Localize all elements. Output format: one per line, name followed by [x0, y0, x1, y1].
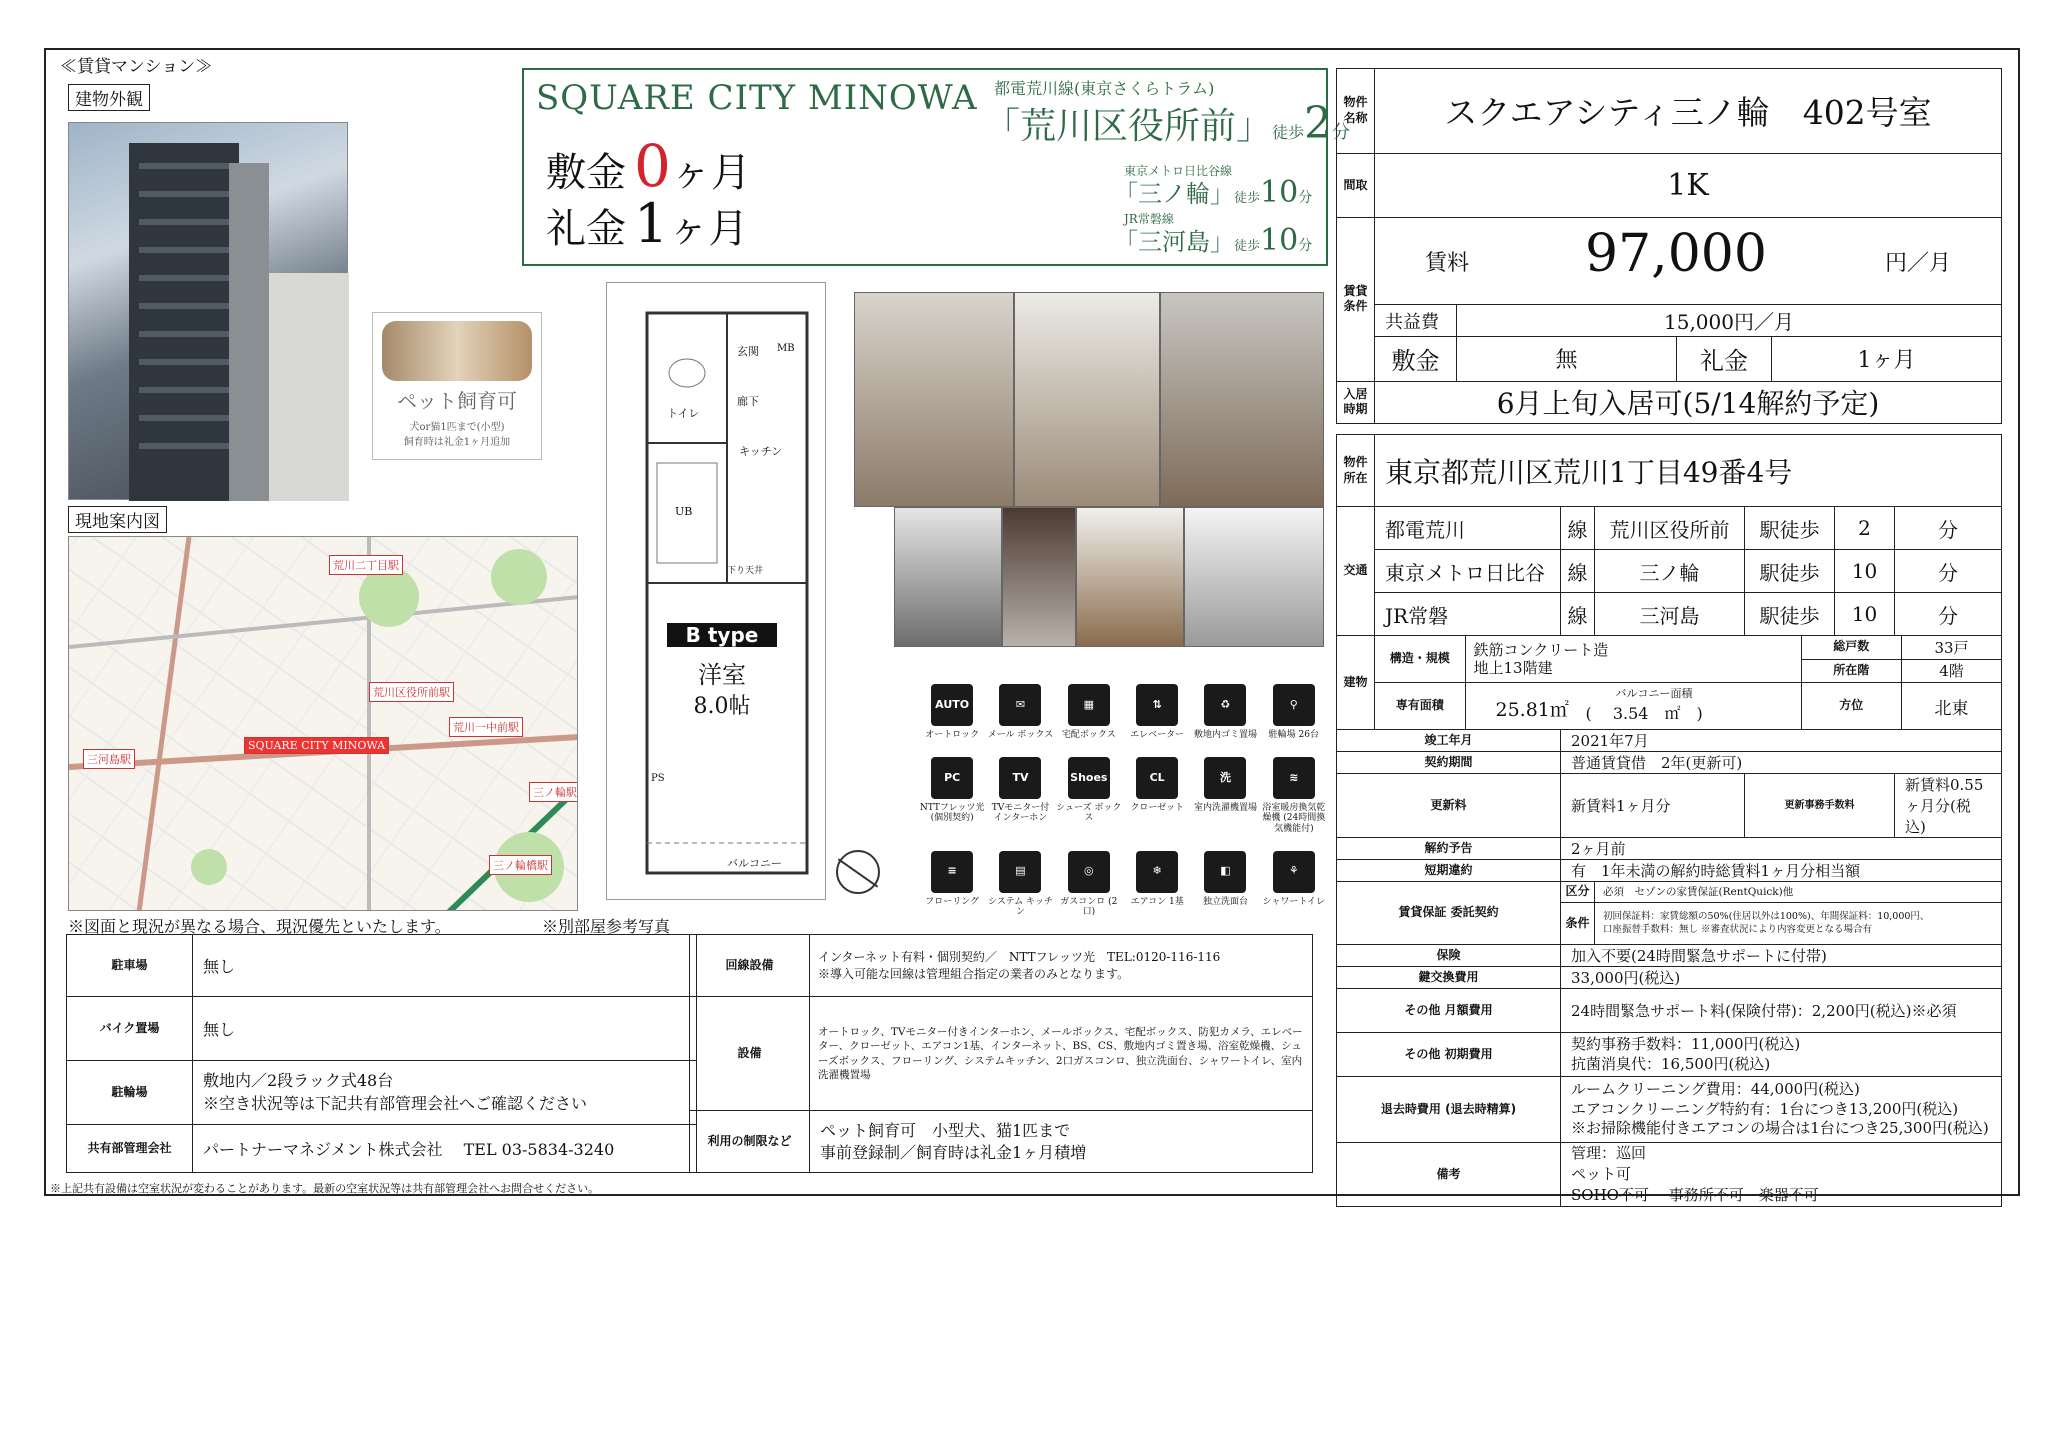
rent-label: 賃料: [1425, 251, 1470, 277]
area-map: [68, 536, 578, 911]
map-label-minowa: 三ノ輪駅: [529, 782, 578, 802]
interior-photo-room3: [1160, 292, 1324, 507]
amenity-mailbox: [986, 684, 1054, 747]
interior-photo-room1: [854, 292, 1014, 507]
bicycle-icon: ⚲: [1273, 684, 1315, 726]
pet-photo: [382, 321, 532, 381]
banner-deposit-num: 0: [634, 132, 671, 200]
tv-intercom-icon: TV: [999, 757, 1041, 799]
amenity-label: シューズ ボックス: [1056, 802, 1122, 824]
headline-banner: [522, 68, 1351, 266]
management-company-label: 共有部管理会社: [67, 1125, 193, 1173]
transit2-sen: 線: [1561, 550, 1595, 593]
banner-line2-walk: 徒歩: [1234, 191, 1261, 206]
total-units-value: 33戸: [1902, 636, 2002, 659]
gas-stove-icon: ◎: [1068, 851, 1110, 893]
contract-term-label: 契約期間: [1337, 752, 1561, 774]
line-equipment-label: 回線設備: [690, 935, 810, 997]
closet-icon: CL: [1136, 757, 1178, 799]
renewal-admin-fee-label: 更新事務手数料: [1745, 774, 1895, 838]
structure-value2: 地上13階建: [1473, 659, 1553, 677]
remarks-label: 備考: [1337, 1143, 1561, 1207]
bicycle-parking-value2: ※空き状況等は下記共有部管理会社へご確認ください: [203, 1093, 588, 1113]
other-initial-label: その他 初期費用: [1337, 1033, 1561, 1077]
key-money-value: 1ヶ月: [1772, 337, 2002, 381]
map-label: 現地案内図: [68, 506, 167, 533]
building-details: [1375, 636, 2002, 730]
amenity-washbasin: [1191, 851, 1259, 924]
usage-restrictions-value2: 事前登録制／飼育時は礼金1ヶ月積増: [820, 1142, 1087, 1162]
move-out-fee-value2: エアコンクリーニング特約有：1台につき13,200円(税込): [1571, 1099, 1959, 1118]
remarks-value1: 管理：巡回: [1571, 1144, 1647, 1162]
other-initial-value2: 抗菌消臭代：16,500円(税込): [1571, 1054, 1771, 1073]
remarks-value2: ペット可: [1571, 1165, 1632, 1183]
floor-plan-toilet: トイレ: [667, 407, 700, 420]
floor-plan-type: B type: [667, 623, 777, 647]
amenity-bicycle: [1260, 684, 1328, 747]
banner-line1-min: 2: [1304, 98, 1333, 149]
pet-condition-line1: 犬or猫1匹まで(小型): [409, 422, 505, 433]
transit2-line: 東京メトロ日比谷: [1375, 550, 1561, 593]
move-out-fee-value1: ルームクリーニング費用：44,000円(税込): [1571, 1080, 1860, 1099]
banner-line2: [1114, 174, 1312, 210]
guarantor-conditions-value1: 初回保証料：家賃総額の50%(住居以外は100%)、年間保証料：10,000円、: [1603, 910, 1930, 922]
amenity-label: ガスコンロ (2口): [1060, 896, 1118, 917]
amenity-label: エレベーター: [1130, 730, 1185, 740]
renewal-fee-value: 新賃料1ヶ月分: [1561, 774, 1745, 838]
guarantor-label: 賃貸保証 委託契約: [1337, 882, 1561, 945]
banner-line3-station: 「三河島」: [1114, 228, 1234, 256]
move-in-label: 入居 時期: [1337, 381, 1375, 423]
amenity-label: 駐輪場 26台: [1268, 730, 1319, 740]
compass-icon: [836, 850, 880, 894]
shared-facilities-footnote: ※上記共有設備は空室状況が変わることがあります。最新の空室状況等は共有部管理会社へお問合せください。: [50, 1182, 600, 1195]
banner-line2-name: 東京メトロ日比谷線: [1124, 164, 1233, 178]
floor-plan-walls: [607, 283, 827, 901]
insurance-value: 加入不要(24時間緊急サポートに付帯): [1561, 945, 2002, 967]
banner-line3: [1114, 222, 1312, 258]
elevator-icon: ⇅: [1136, 684, 1178, 726]
floor-plan: [606, 282, 826, 900]
building-label: 建物: [1337, 636, 1375, 730]
pet-condition-line2: 飼育時は礼金1ヶ月追加: [403, 437, 511, 448]
amenity-label: オートロック: [925, 730, 980, 740]
flyer-sheet: [44, 48, 2020, 1204]
map-label-minowabashi: 三ノ輪橋駅: [489, 855, 552, 875]
parking-table: [66, 934, 697, 1173]
key-exchange-value: 33,000円(税込): [1561, 967, 2002, 989]
transit3-station: 三河島: [1595, 593, 1745, 636]
banner-line3-name: JR常磐線: [1124, 212, 1174, 226]
banner-line1-walk: 徒歩: [1272, 123, 1305, 142]
property-details-top: [1336, 68, 2002, 424]
line-equipment-value1: インターネット有料・個別契約／ NTTフレッツ光 TEL:0120-116-116: [818, 950, 1221, 965]
amenity-label: 室内洗濯機置場: [1193, 802, 1257, 813]
rent-value: 97,000: [1585, 224, 1767, 285]
map-label-arakawa-kuyakusho: 荒川区役所前駅: [369, 682, 454, 702]
transit3-unit: 分: [1895, 593, 2002, 636]
rent-unit: 円／月: [1885, 251, 1952, 277]
banner-key-label: 礼金: [546, 206, 626, 252]
transit-label: 交通: [1337, 507, 1375, 636]
building-illustration: [69, 123, 349, 501]
bicycle-parking-value1: 敷地内／2段ラック式48台: [203, 1071, 394, 1091]
common-fee-value: 15,000円／月: [1457, 304, 2002, 336]
transit1-walk: 駅徒歩: [1745, 507, 1835, 550]
transit2-walk: 駅徒歩: [1745, 550, 1835, 593]
banner-line1-unit: 分: [1332, 122, 1351, 143]
amenity-label: システム キッチン: [988, 896, 1053, 917]
other-monthly-value: 24時間緊急サポート料(保険付帯)：2,200円(税込)※必須: [1561, 989, 2002, 1033]
amenity-system-kitchen: [986, 851, 1054, 924]
transit1-minutes: 2: [1835, 507, 1895, 550]
floor-plan-size: 8.0帖: [693, 694, 751, 719]
banner-line1-station: 「荒川区役所前」: [984, 106, 1273, 147]
amenity-label: クローゼット: [1130, 802, 1184, 813]
bike-parking-value: 無し: [193, 997, 697, 1061]
category-label: ≪賃貸マンション≫: [60, 57, 213, 77]
floor-plan-hallway: 廊下: [737, 395, 759, 408]
banner-deposit-label: 敷金: [546, 150, 626, 196]
pc-icon: PC: [931, 757, 973, 799]
direction-cell: [1801, 683, 2001, 730]
other-monthly-label: その他 月額費用: [1337, 989, 1561, 1033]
cancellation-notice-value: 2ヶ月前: [1561, 838, 2002, 860]
floor-plan-room: 洋室: [698, 661, 746, 689]
move-out-fee-value3: ※お掃除機能付きエアコンの場合は1台につき25,300円(税込): [1571, 1119, 1989, 1138]
amenity-closet: [1123, 757, 1191, 841]
floor-plan-kitchen: キッチン: [739, 445, 783, 458]
property-details-bottom: [1336, 434, 2002, 1207]
shower-toilet-icon: ⚘: [1273, 851, 1315, 893]
transit2-station: 三ノ輪: [1595, 550, 1745, 593]
facilities-table: [689, 934, 1313, 1173]
built-value: 2021年7月: [1561, 730, 2002, 752]
property-name-value: スクエアシティ三ノ輪 402号室: [1375, 69, 2002, 154]
banner-line1-name: 都電荒川線(東京さくらトラム): [994, 79, 1215, 98]
banner-line1: [984, 98, 1350, 149]
mailbox-icon: ✉: [999, 684, 1041, 726]
interior-photo-room2: [1014, 292, 1160, 507]
amenity-label: シャワートイレ: [1262, 896, 1326, 907]
kitchen-icon: ▤: [999, 851, 1041, 893]
renewal-fee-label: 更新料: [1337, 774, 1561, 838]
transit1-unit: 分: [1895, 507, 2002, 550]
floor-plan-mb: MB: [777, 343, 795, 354]
contract-term-value: 普通賃貸借 2年(更新可): [1561, 752, 2002, 774]
layout-label: 間取: [1337, 153, 1375, 218]
exterior-label: 建物外観: [68, 84, 150, 111]
parking-label: 駐車場: [67, 935, 193, 997]
banner-line3-min: 10: [1260, 223, 1299, 258]
floor-plan-ps: PS: [651, 773, 665, 784]
delivery-box-icon: ▦: [1068, 684, 1110, 726]
banner-line2-station: 「三ノ輪」: [1114, 180, 1234, 208]
cancellation-notice-label: 解約予告: [1337, 838, 1561, 860]
map-label-arakawa-nichome: 荒川二丁目駅: [329, 555, 403, 575]
amenity-label: フローリング: [925, 896, 980, 907]
usage-restrictions-label: 利用の制限など: [690, 1111, 810, 1173]
bike-parking-label: バイク置場: [67, 997, 193, 1061]
banner-line2-min: 10: [1260, 175, 1299, 210]
note-reference-photos: ※別部屋参考写真: [542, 917, 671, 936]
amenity-label: 浴室暖房換気乾燥機 (24時間換気機能付): [1262, 802, 1326, 834]
amenity-label: TVモニター付 インターホン: [991, 802, 1050, 824]
building-exterior-photo: [68, 122, 348, 500]
amenity-air-conditioner: [1123, 851, 1191, 924]
renewal-admin-fee-value: 新賃料0.55ヶ月分(税込): [1895, 774, 2002, 838]
map-label-property: SQUARE CITY MINOWA: [244, 737, 389, 754]
amenity-gas-stove: [1055, 851, 1123, 924]
units-floor-cell: [1801, 636, 2001, 683]
direction-value: 北東: [1934, 698, 1969, 719]
transit2-minutes: 10: [1835, 550, 1895, 593]
transit1-line: 都電荒川: [1375, 507, 1561, 550]
pet-allowed-badge: [372, 312, 542, 460]
insurance-label: 保険: [1337, 945, 1561, 967]
note-current-condition: ※図面と現況が異なる場合、現況優先といたします。: [68, 917, 451, 936]
built-label: 竣工年月: [1337, 730, 1561, 752]
area-cell: [1465, 683, 1801, 730]
floor-plan-bath: UB: [675, 505, 693, 518]
key-money-label: 礼金: [1677, 337, 1772, 381]
balcony-area-value: ( 3.54 ㎡ ): [1585, 704, 1703, 723]
interior-photo-toilet: [1184, 507, 1324, 647]
floor-plan-balcony: バルコニー: [727, 857, 782, 870]
amenity-label: NTTフレッツ光 (個別契約): [919, 802, 985, 824]
interior-photo-kitchen: [894, 507, 1002, 647]
amenity-label: 宅配ボックス: [1061, 730, 1116, 740]
common-fee-label: 共益費: [1375, 304, 1457, 336]
equipment-value: オートロック、TVモニター付きインターホン、メールボックス、宅配ボックス、防犯カメラ、エレベーター、クローゼット、エアコン1基、インターネット、BS、CS、敷地内ゴミ置き場、浴室乾燥機、シューズボックス、フローリング、システムキッチン、2口ガスコンロ、独立洗面台、シャワートイレ、室内洗濯機置場: [810, 997, 1313, 1111]
pet-title: ペット飼育可: [397, 389, 517, 413]
map-label-arakawa-itchumae: 荒川一中前駅: [449, 717, 523, 737]
building-details-grid: [1375, 636, 2001, 729]
floor-plan-lowered-ceiling: 下り天井: [727, 566, 764, 576]
banner-deposit-unit: ヶ月: [670, 150, 751, 196]
banner-key-money: [546, 192, 748, 255]
rental-conditions-label: 賃貸 条件: [1337, 218, 1375, 381]
balcony-area-label: バルコニー面積: [1615, 687, 1693, 700]
banner-line2-unit: 分: [1298, 190, 1313, 206]
garbage-icon: ♻: [1204, 684, 1246, 726]
floor-area-value: 25.81㎡: [1495, 699, 1569, 721]
remarks-value3: SOHO不可 事務所不可 楽器不可: [1571, 1186, 1819, 1204]
transit1-sen: 線: [1561, 507, 1595, 550]
amenity-label: エアコン 1基: [1130, 896, 1184, 907]
structure-label: 構造・規模: [1375, 636, 1465, 683]
bicycle-parking-label: 駐輪場: [67, 1061, 193, 1125]
amenity-shower-toilet: [1260, 851, 1328, 924]
amenity-intercom: [986, 757, 1054, 841]
flooring-icon: ≡: [931, 851, 973, 893]
transit2-unit: 分: [1895, 550, 2002, 593]
address-value: 東京都荒川区荒川1丁目49番4号: [1375, 435, 2002, 507]
amenity-elevator: [1123, 684, 1191, 747]
laundry-icon: 洗: [1204, 757, 1246, 799]
layout-value: 1K: [1375, 153, 2002, 218]
management-company-value: パートナーマネジメント株式会社 TEL 03-5834-3240: [193, 1125, 697, 1173]
direction-label: 方位: [1802, 683, 1902, 729]
transit3-sen: 線: [1561, 593, 1595, 636]
floor-label: 所在階: [1802, 659, 1902, 682]
address-label: 物件 所在: [1337, 435, 1375, 507]
usage-restrictions-value1: ペット飼育可 小型犬、猫1匹まで: [820, 1120, 1071, 1140]
interior-photo-bath: [1002, 507, 1076, 647]
amenity-delivery-box: [1055, 684, 1123, 747]
amenity-garbage: [1191, 684, 1259, 747]
guarantor-conditions-label: 条件: [1561, 903, 1595, 945]
transit3-line: JR常磐: [1375, 593, 1561, 636]
auto-lock-icon: AUTO: [931, 684, 973, 726]
banner-line3-unit: 分: [1298, 238, 1313, 254]
interior-photo-washroom: [1076, 507, 1184, 647]
guarantor-category-value: 必須 セゾンの家賃保証(RentQuick)他: [1595, 882, 2002, 903]
structure-value1: 鉄筋コンクリート造: [1473, 641, 1609, 659]
line-equipment-value2: ※導入可能な回線は管理組合指定の業者のみとなります。: [818, 966, 1130, 981]
key-exchange-label: 鍵交換費用: [1337, 967, 1561, 989]
banner-key-num: 1: [634, 192, 669, 255]
short-term-penalty-value: 有 1年未満の解約時総賃料1ヶ月分相当額: [1561, 860, 2002, 882]
rent-cell: [1375, 218, 2002, 305]
amenity-label: メール ボックス: [987, 730, 1054, 740]
amenity-label: 独立洗面台: [1202, 896, 1248, 907]
name-label: 物件 名称: [1337, 69, 1375, 154]
floor-area-label: 専有面積: [1375, 683, 1465, 730]
washbasin-icon: ◧: [1204, 851, 1246, 893]
deposit-label: 敷金: [1375, 337, 1457, 381]
banner-line3-walk: 徒歩: [1234, 239, 1261, 254]
move-out-fee-label: 退去時費用 (退去時精算): [1337, 1077, 1561, 1143]
transit3-minutes: 10: [1835, 593, 1895, 636]
deposit-value: 無: [1457, 337, 1677, 381]
interior-photos: [854, 292, 1324, 652]
other-initial-value1: 契約事務手数料：11,000円(税込): [1571, 1035, 1801, 1053]
bath-dryer-icon: ≋: [1273, 757, 1315, 799]
banner-deposit: [546, 132, 751, 200]
guarantor-conditions-value2: 口座振替手数料：無し ※審査状況により内容変更となる場合有: [1603, 923, 1873, 935]
parking-value: 無し: [193, 935, 697, 997]
map-label-mikawashima: 三河島駅: [83, 749, 135, 769]
property-english-name: SQUARE CITY MINOWA: [536, 78, 978, 118]
floor-plan-entrance: 玄関: [737, 345, 759, 358]
amenity-laundry: [1191, 757, 1259, 841]
transit3-walk: 駅徒歩: [1745, 593, 1835, 636]
amenity-shoe-box: [1055, 757, 1123, 841]
guarantor-category-label: 区分: [1561, 882, 1595, 903]
transit1-station: 荒川区役所前: [1595, 507, 1745, 550]
equipment-label: 設備: [690, 997, 810, 1111]
amenity-internet: [918, 757, 986, 841]
shoe-box-icon: Shoes: [1068, 757, 1110, 799]
short-term-penalty-label: 短期違約: [1337, 860, 1561, 882]
banner-key-unit: ヶ月: [668, 206, 749, 252]
floor-value: 4階: [1939, 662, 1964, 681]
amenity-icon-grid: [918, 684, 1328, 924]
move-in-value: 6月上旬入居可(5/14解約予定): [1375, 381, 2002, 423]
amenity-bath-dryer: [1260, 757, 1328, 841]
amenity-label: 敷地内ゴミ置場: [1193, 730, 1257, 740]
air-conditioner-icon: ❄: [1136, 851, 1178, 893]
total-units-label: 総戸数: [1802, 636, 1902, 659]
amenity-flooring: [918, 851, 986, 924]
amenity-auto-lock: [918, 684, 986, 747]
